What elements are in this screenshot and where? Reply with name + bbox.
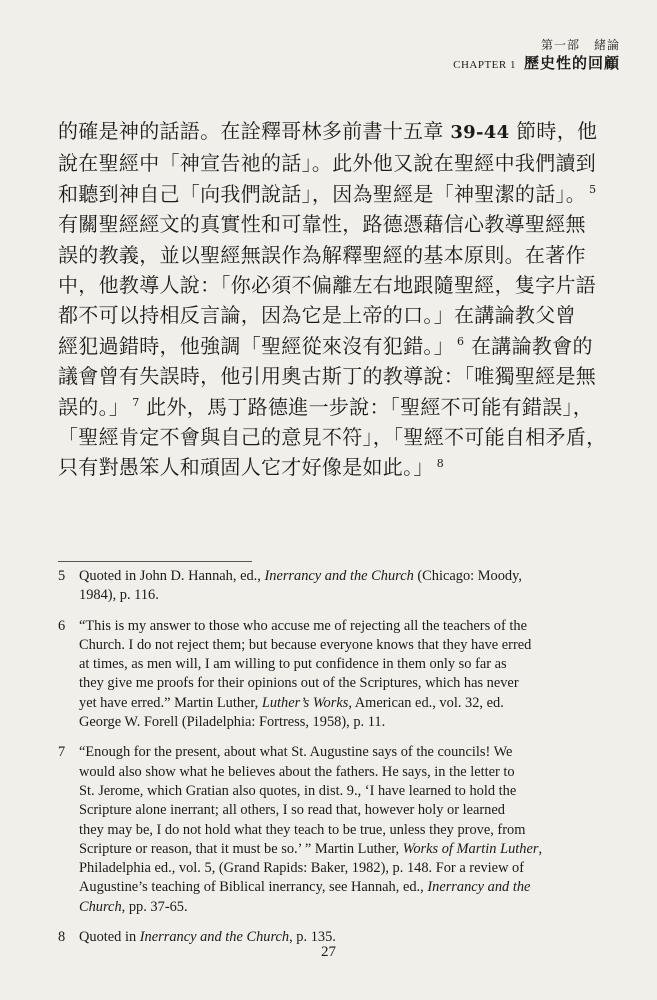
footnote-line	[79, 878, 613, 897]
footnote-reference: 6	[457, 335, 465, 349]
footnote-line	[79, 567, 613, 586]
footnote-line	[79, 694, 613, 713]
footnote-line	[79, 743, 613, 762]
body-text-segment: 節時，他	[509, 119, 598, 143]
body-line	[58, 209, 608, 239]
footnote-line	[79, 674, 613, 693]
body-line	[58, 361, 608, 391]
body-line	[58, 148, 608, 178]
footnote-text-segment: Philadelphia ed., vol. 5, (Grand Rapids: Baker, 1982), p. 148. For a review of	[79, 860, 525, 877]
footnote-number: 5	[58, 568, 66, 584]
footnote-text-segment: Scripture or reason, that it must be so.’ ” Martin Luther,	[79, 840, 403, 857]
footnote-number: 8	[58, 929, 66, 946]
footnote-text-segment: Quoted in	[79, 929, 140, 946]
body-text	[58, 116, 608, 483]
footnote-text-segment: (Chicago: Moody,	[413, 568, 522, 584]
footnote-line	[79, 821, 613, 840]
footnote-text	[79, 617, 613, 733]
part-label: 第一部	[540, 38, 580, 52]
footnote-line	[79, 859, 613, 878]
footnote-number: 7	[58, 744, 66, 761]
body-text-segment: 說在聖經中「神宣告祂的話」。此外他又說在聖經中我們讀到	[58, 151, 597, 176]
body-line	[58, 179, 608, 209]
part-title: 緒論	[593, 38, 620, 52]
footnote-line	[79, 617, 613, 636]
footnote-text-segment: , American ed., vol. 32, ed.	[348, 694, 504, 711]
body-text-segment: 誤的教義，並以聖經無誤作為解釋聖經的基本原則。在著作	[58, 242, 586, 267]
footnote-line	[79, 763, 613, 782]
footnotes	[58, 562, 613, 947]
footnote-reference: 7	[132, 396, 140, 409]
footnote-text-segment: they may be, I do not hold what they teach to be true, unless they prove, from	[79, 821, 526, 838]
footnote-title-italic: Church	[79, 898, 122, 915]
body-text-segment: 中，他教導人說：「你必須不偏離左右地跟隨聖經，隻字片語	[58, 273, 597, 298]
footnote-line	[79, 898, 613, 917]
footnote-text-segment: , pp. 37-65.	[121, 898, 188, 915]
body-text-segment: 都不可以持相反言論，因為它是上帝的口。」在講論教父曾	[58, 303, 576, 328]
footnote-text-segment: “This is my answer to those who accuse me of rejecting all the teachers of the	[79, 617, 527, 634]
footnote-reference: 8	[436, 456, 445, 470]
chapter-label: CHAPTER 1	[453, 59, 516, 71]
body-line	[58, 422, 608, 452]
body-text-segment: 此外，馬丁路德進一步說：「聖經不可能有錯誤」，	[139, 394, 594, 419]
body-text-segment: 「聖經肯定不會與自己的意見不符」，「聖經不可能自相矛盾，	[58, 425, 607, 450]
body-text-segment: 議會曾有失誤時，他引用奧古斯丁的教導說：「唯獨聖經是無	[58, 364, 597, 389]
body-text-segment: 誤的。」	[58, 394, 130, 419]
footnote-text-segment: Scripture alone inerrant; all others, I so read that, however holy or learned	[79, 802, 505, 819]
footnote-text	[79, 743, 613, 917]
body-line	[58, 392, 608, 422]
verse-range: 39-44	[450, 122, 510, 143]
footnote-text-segment: yet have erred.” Martin Luther,	[79, 694, 262, 711]
footnote-text-segment: St. Jerome, which Gratian also quotes, in dist. 9., ‘I have learned to hold the	[79, 782, 517, 799]
body-line	[58, 452, 608, 482]
footnote-text-segment: Augustine’s teaching of Biblical inerrancy, see Hannah, ed.,	[79, 879, 428, 896]
body-text-segment: 的確是神的話語。在詮釋哥林多前書十五章	[58, 119, 451, 143]
body-line	[58, 240, 608, 270]
footnote-number: 6	[58, 617, 66, 634]
footnote-title-italic: Inerrancy and the Church	[139, 929, 290, 946]
body-line	[58, 116, 608, 148]
body-line	[58, 270, 608, 300]
footnote-line	[79, 840, 613, 859]
footnote-line	[79, 782, 613, 801]
running-head-part	[453, 37, 620, 53]
running-head-chapter	[453, 54, 620, 74]
footnote-line	[79, 655, 613, 674]
body-line	[58, 331, 608, 361]
footnote-title-italic: Luther’s Works	[261, 694, 349, 711]
body-text-segment: 和聽到神自己「向我們說話」，因為聖經是「神聖潔的話」。	[58, 181, 587, 206]
footnote-title-italic: Inerrancy and the	[427, 879, 531, 896]
footnote-text-segment: Church. I do not reject them; but because everyone knows that they have erred	[79, 636, 532, 653]
footnote-text-segment: Quoted in John D. Hannah, ed.,	[79, 568, 265, 584]
running-head	[453, 37, 620, 74]
footnote-line	[79, 636, 613, 655]
footnote-line	[79, 801, 613, 820]
footnote-text-segment: at times, as men will, I am willing to put confidence in them only so far as	[79, 656, 507, 673]
body-line	[58, 300, 608, 330]
footnote-title-italic: Works of Martin Luther	[402, 840, 539, 857]
footnote-text	[79, 567, 613, 606]
body-text-segment: 經犯過錯時，他強調「聖經從來沒有犯錯。」	[58, 333, 454, 358]
body-text-segment: 只有對愚笨人和頑固人它才好像是如此。」	[58, 455, 434, 480]
footnote-text-segment: , p. 135.	[289, 929, 336, 946]
footnote-5	[58, 567, 613, 606]
body-text-segment: 有關聖經經文的真實性和可靠性，路德憑藉信心教導聖經無	[58, 212, 586, 237]
footnote-line	[79, 713, 613, 732]
footnote-text-segment: “Enough for the present, about what St. Augustine says of the councils! We	[79, 744, 513, 761]
footnote-text-segment: 1984), p. 116.	[79, 587, 159, 604]
footnote-6	[58, 617, 613, 733]
footnote-7	[58, 743, 613, 917]
footnote-reference: 5	[589, 183, 597, 197]
body-text-segment: 在講論教會的	[464, 333, 593, 358]
footnote-text-segment: George W. Forell (Piladelphia: Fortress, 1958), p. 11.	[79, 714, 386, 731]
footnote-text-segment: ,	[538, 840, 543, 857]
footnote-title-italic: Inerrancy and the Church	[264, 568, 414, 584]
footnote-line	[79, 586, 613, 605]
footnote-text-segment: they give me proofs for their opinions out of the Scriptures, which has never	[79, 675, 519, 692]
page-number: 27	[321, 944, 336, 960]
chapter-title: 歷史性的回顧	[523, 54, 620, 72]
footnote-text-segment: would also show what he believes about the fathers. He says, in the letter to	[79, 763, 515, 780]
